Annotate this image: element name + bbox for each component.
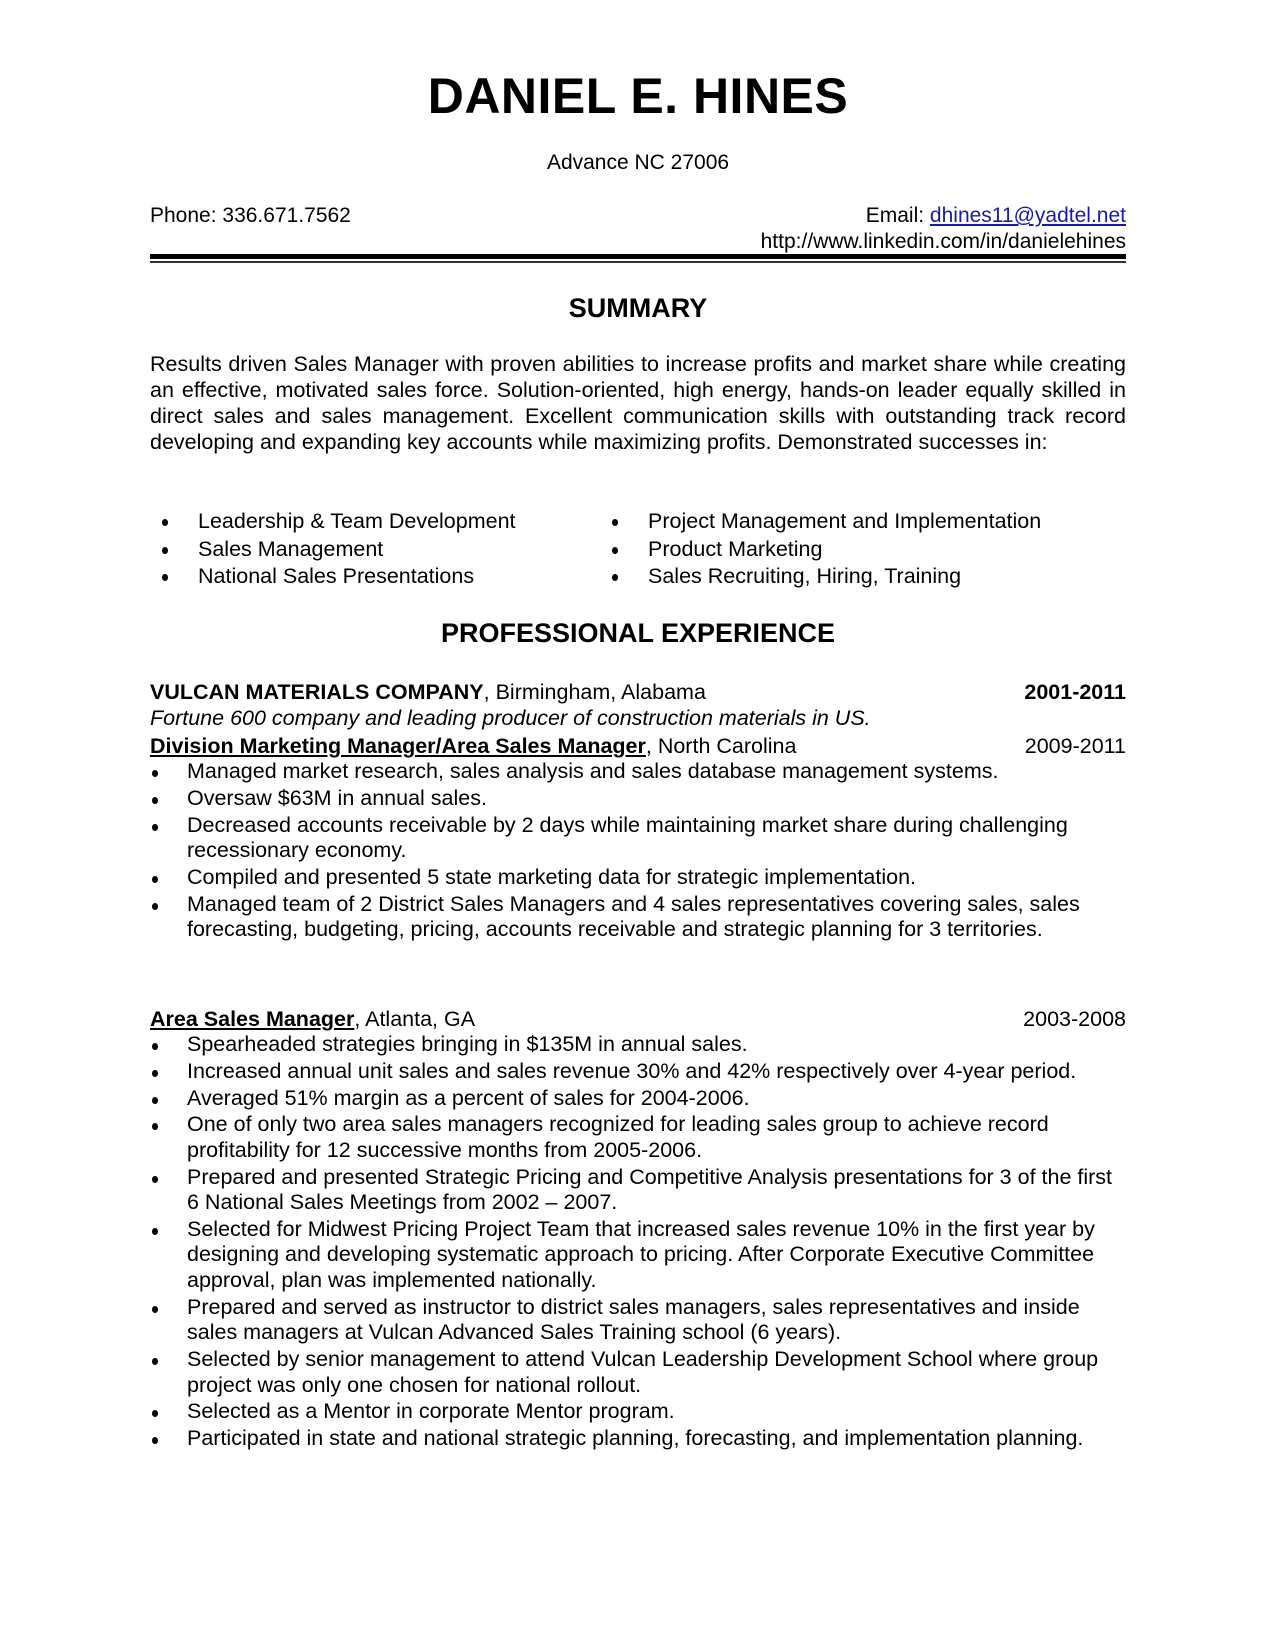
bullet-icon <box>152 1123 158 1130</box>
bullet-icon <box>152 1070 158 1077</box>
skill-item: Product Marketing <box>600 536 1041 564</box>
bullet-icon <box>152 824 158 831</box>
bullet-icon <box>152 1410 158 1417</box>
list-item: Prepared and presented Strategic Pricing and Competitive Analysis presentations for 3 of the first 6 National Sales Meetings from 2002 – 2007. <box>150 1165 1126 1216</box>
company-line <box>150 679 1126 705</box>
list-item: One of only two area sales managers recognized for leading sales group to achieve record profitability for 12 successive months from 2005-2006. <box>150 1112 1126 1163</box>
list-item: Selected by senior management to attend Vulcan Leadership Development School where group project was only one chosen for national rollout. <box>150 1347 1126 1398</box>
candidate-name: DANIEL E. HINES <box>427 68 849 124</box>
email-label: Email: <box>865 204 930 227</box>
bullet-icon <box>152 1306 158 1313</box>
list-item: Oversaw $63M in annual sales. <box>150 786 1126 812</box>
bullet-icon <box>162 547 168 554</box>
email-line <box>866 203 1126 229</box>
bullet-icon <box>152 1043 158 1050</box>
role-bullets <box>150 759 1126 943</box>
skills-column-right <box>600 508 1041 591</box>
role-line <box>150 1006 1126 1032</box>
bullet-icon <box>152 1437 158 1444</box>
bullet-icon <box>152 1358 158 1365</box>
list-item: Spearheaded strategies bringing in $135M in annual sales. <box>150 1032 1126 1058</box>
list-item: Managed team of 2 District Sales Managers and 4 sales representatives covering sales, sales forecasting, budgeting, pricing, accounts receivable and strategic planning for 3 territories. <box>150 892 1126 943</box>
role-title: Area Sales Manager <box>150 1007 355 1031</box>
list-item: Managed market research, sales analysis and sales database management systems. <box>150 759 1126 785</box>
skill-item: Leadership & Team Development <box>150 508 516 536</box>
list-item: Averaged 51% margin as a percent of sales for 2004-2006. <box>150 1086 1126 1112</box>
company-name: VULCAN MATERIALS COMPANY <box>150 680 484 704</box>
role-dates: 2003-2008 <box>1023 1007 1126 1031</box>
role-location: , Atlanta, GA <box>354 1007 476 1031</box>
company-location: , Birmingham, Alabama <box>483 680 706 704</box>
phone: Phone: 336.671.7562 <box>150 204 351 227</box>
list-item: Participated in state and national strategic planning, forecasting, and implementation planning. <box>150 1426 1126 1452</box>
list-item: Decreased accounts receivable by 2 days while maintaining market share during challenging recessionary economy. <box>150 813 1126 864</box>
list-item: Prepared and served as instructor to district sales managers, sales representatives and inside sales managers at Vulcan Advanced Sales Training school (6 years). <box>150 1295 1126 1346</box>
bullet-icon <box>152 903 158 910</box>
list-item: Selected for Midwest Pricing Project Team that increased sales revenue 10% in the first year by designing and developing systematic approach to pricing. After Corporate Executive Committee approval, plan was implemented nationally. <box>150 1217 1126 1294</box>
company-description: Fortune 600 company and leading producer of construction materials in US. <box>150 706 871 730</box>
bullet-icon <box>612 519 618 526</box>
bullet-icon <box>162 519 168 526</box>
summary-paragraph: Results driven Sales Manager with proven abilities to increase profits and market share while creating an effective, motivated sales force. Solution-oriented, high energy, hands-on leader equally skilled in direct sales and sales management. Excellent communication skills with outstanding track record developing and expanding key accounts while maximizing profits. Demonstrated successes in: <box>150 352 1126 454</box>
role-dates: 2009-2011 <box>1024 734 1126 758</box>
skill-item: Sales Management <box>150 536 516 564</box>
role-bullets <box>150 1032 1126 1452</box>
list-item: Compiled and presented 5 state marketing data for strategic implementation. <box>150 865 1126 891</box>
skill-item: Sales Recruiting, Hiring, Training <box>600 563 1041 591</box>
linkedin-url: http://www.linkedin.com/in/danielehines <box>760 230 1126 253</box>
skill-item: Project Management and Implementation <box>600 508 1041 536</box>
bullet-icon <box>612 547 618 554</box>
bullet-icon <box>152 1228 158 1235</box>
bullet-icon <box>152 1097 158 1104</box>
bullet-icon <box>612 574 618 581</box>
contact-row <box>150 203 1126 255</box>
bullet-icon <box>152 1176 158 1183</box>
bullet-icon <box>162 574 168 581</box>
company-dates: 2001-2011 <box>1024 680 1126 704</box>
header-divider-thin <box>150 261 1126 263</box>
company-block <box>150 679 1126 944</box>
list-item: Selected as a Mentor in corporate Mentor program. <box>150 1399 1126 1425</box>
list-item: Increased annual unit sales and sales revenue 30% and 42% respectively over 4-year period. <box>150 1059 1126 1085</box>
skill-item: National Sales Presentations <box>150 563 516 591</box>
role-line <box>150 733 1126 759</box>
experience-heading: PROFESSIONAL EXPERIENCE <box>440 618 836 648</box>
bullet-icon <box>152 797 158 804</box>
summary-heading: SUMMARY <box>568 293 708 323</box>
skills-column-left <box>150 508 516 591</box>
bullet-icon <box>152 876 158 883</box>
header-divider-thick <box>150 254 1126 259</box>
email-link[interactable]: dhines11@yadtel.net <box>929 204 1126 227</box>
role-block <box>150 1006 1126 1453</box>
address: Advance NC 27006 <box>546 151 730 174</box>
bullet-icon <box>152 770 158 777</box>
role-location: , North Carolina <box>645 734 797 758</box>
role-title: Division Marketing Manager/Area Sales Manager <box>150 734 646 758</box>
